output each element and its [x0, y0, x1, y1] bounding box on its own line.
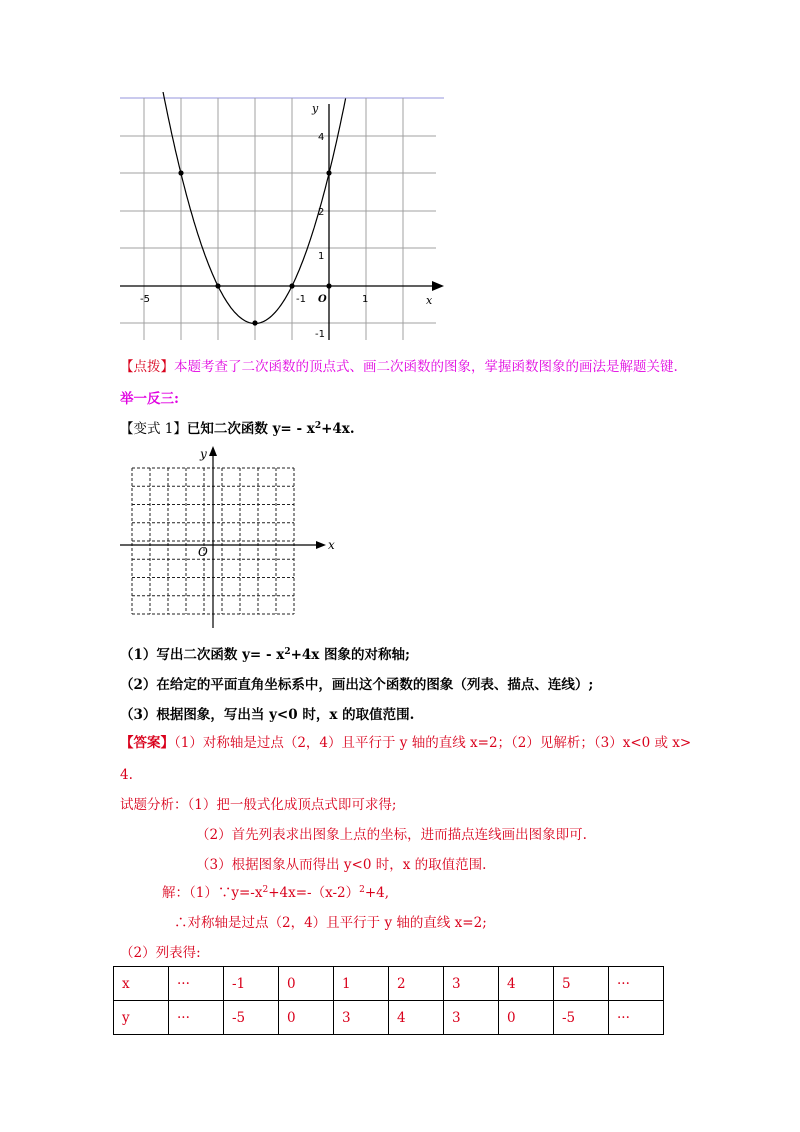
vertex-point — [252, 320, 257, 325]
table-cell: 5 — [554, 967, 609, 1001]
table-row — [114, 967, 664, 1001]
tip-paragraph — [120, 358, 678, 376]
table-cell: -5 — [554, 1001, 609, 1035]
table-cell: 0 — [279, 1001, 334, 1035]
table-cell: 3 — [444, 1001, 499, 1035]
y-axis-arrow-2 — [209, 446, 217, 456]
table-cell: ··· — [169, 967, 224, 1001]
solution-line — [162, 884, 389, 902]
origin-label: O — [318, 294, 327, 305]
y-tick-1: 1 — [318, 251, 325, 262]
q1-text: （1）写出二次函数 y= - x — [120, 647, 285, 663]
table-row — [114, 1001, 664, 1035]
variant-question — [120, 420, 355, 438]
variant-text-suffix: +4x. — [321, 421, 355, 437]
table-cell: 3 — [444, 967, 499, 1001]
parabola-graph — [110, 92, 450, 352]
solution-exponent-1: 2 — [262, 885, 269, 895]
table-cell: 0 — [279, 967, 334, 1001]
answer-continuation: 4. — [120, 767, 133, 783]
answer-paragraph — [120, 734, 691, 752]
table-cell: 4 — [389, 1001, 444, 1035]
axis-of-symmetry-line: ∴对称轴是过点（2，4）且平行于 y 轴的直线 x=2; — [174, 915, 487, 931]
table-cell: 1 — [334, 967, 389, 1001]
solution-exponent-2: 2 — [359, 885, 365, 895]
variant-text: 已知二次函数 y= - x — [186, 421, 315, 437]
question-2: （2）在给定的平面直角坐标系中，画出这个函数的图象（列表、描点、连线）; — [120, 677, 594, 693]
x-axis-arrow-2 — [316, 541, 326, 549]
origin-label-2: O — [198, 545, 208, 559]
point-0-3 — [326, 170, 331, 175]
y-axis-label-2: y — [200, 447, 207, 461]
x-tick-1: 1 — [362, 294, 369, 305]
table-cell: 4 — [499, 967, 554, 1001]
variant-tag: 【变式 1】 — [120, 421, 187, 437]
analysis-line-2: （2）首先列表求出图象上点的坐标，进而描点连线画出图象即可. — [196, 827, 587, 843]
table-header-x: x — [114, 967, 169, 1001]
tip-tag: 【点拨】 — [120, 359, 174, 375]
q1-text-suffix: +4x 图象的对称轴; — [290, 647, 411, 663]
x-axis-label: x — [426, 294, 433, 307]
table-cell: ··· — [609, 1001, 664, 1035]
question-1 — [120, 646, 410, 664]
tip-text: 本题考查了二次函数的顶点式、画二次函数的图象，掌握函数图象的画法是解题关键. — [174, 359, 678, 375]
table-cell: ··· — [169, 1001, 224, 1035]
point-minus4-3 — [178, 170, 183, 175]
solution-text: 解：（1）∵y=-x — [162, 885, 263, 901]
table-cell: 2 — [389, 967, 444, 1001]
q1-exponent: 2 — [284, 647, 291, 657]
grid-lines — [120, 98, 436, 340]
variant-exponent: 2 — [314, 421, 322, 431]
y-axis-label: y — [312, 102, 319, 115]
y-tick-4: 4 — [318, 132, 325, 143]
table-cell: -5 — [224, 1001, 279, 1035]
x-axis-arrow — [432, 281, 444, 291]
answer-text: （1）对称轴是过点（2，4）且平行于 y 轴的直线 x=2；（2）见解析；（3）x<0 或 x> — [174, 735, 692, 751]
answer-tag: 【答案】 — [120, 735, 174, 751]
y-tick-minus1: -1 — [315, 329, 325, 340]
analysis-line-1: 试题分析：（1）把一般式化成顶点式即可求得; — [120, 797, 397, 813]
origin-point — [326, 283, 331, 288]
analysis-line-3: （3）根据图象从而得出 y<0 时，x 的取值范围. — [196, 857, 487, 873]
solution-text-mid: +4x=-（x-2） — [268, 885, 360, 901]
table-intro: （2）列表得: — [120, 945, 201, 961]
solution-text-suffix: +4, — [364, 885, 390, 901]
x-tick-minus1: -1 — [296, 294, 306, 305]
table-cell: -1 — [224, 967, 279, 1001]
x-tick-minus5: -5 — [140, 294, 150, 305]
question-3: （3）根据图象，写出当 y<0 时，x 的取值范围. — [120, 707, 415, 723]
blank-coordinate-grid — [115, 440, 335, 630]
point-minus1-0 — [289, 283, 294, 288]
table-header-y: y — [114, 1001, 169, 1035]
table-cell: ··· — [609, 967, 664, 1001]
x-axis-label-2: x — [328, 538, 335, 552]
point-minus3-0 — [215, 283, 220, 288]
table-cell: 3 — [334, 1001, 389, 1035]
section-heading: 举一反三: — [120, 391, 179, 407]
values-table — [113, 966, 664, 1035]
table-cell: 0 — [499, 1001, 554, 1035]
y-tick-2: 2 — [318, 207, 325, 218]
